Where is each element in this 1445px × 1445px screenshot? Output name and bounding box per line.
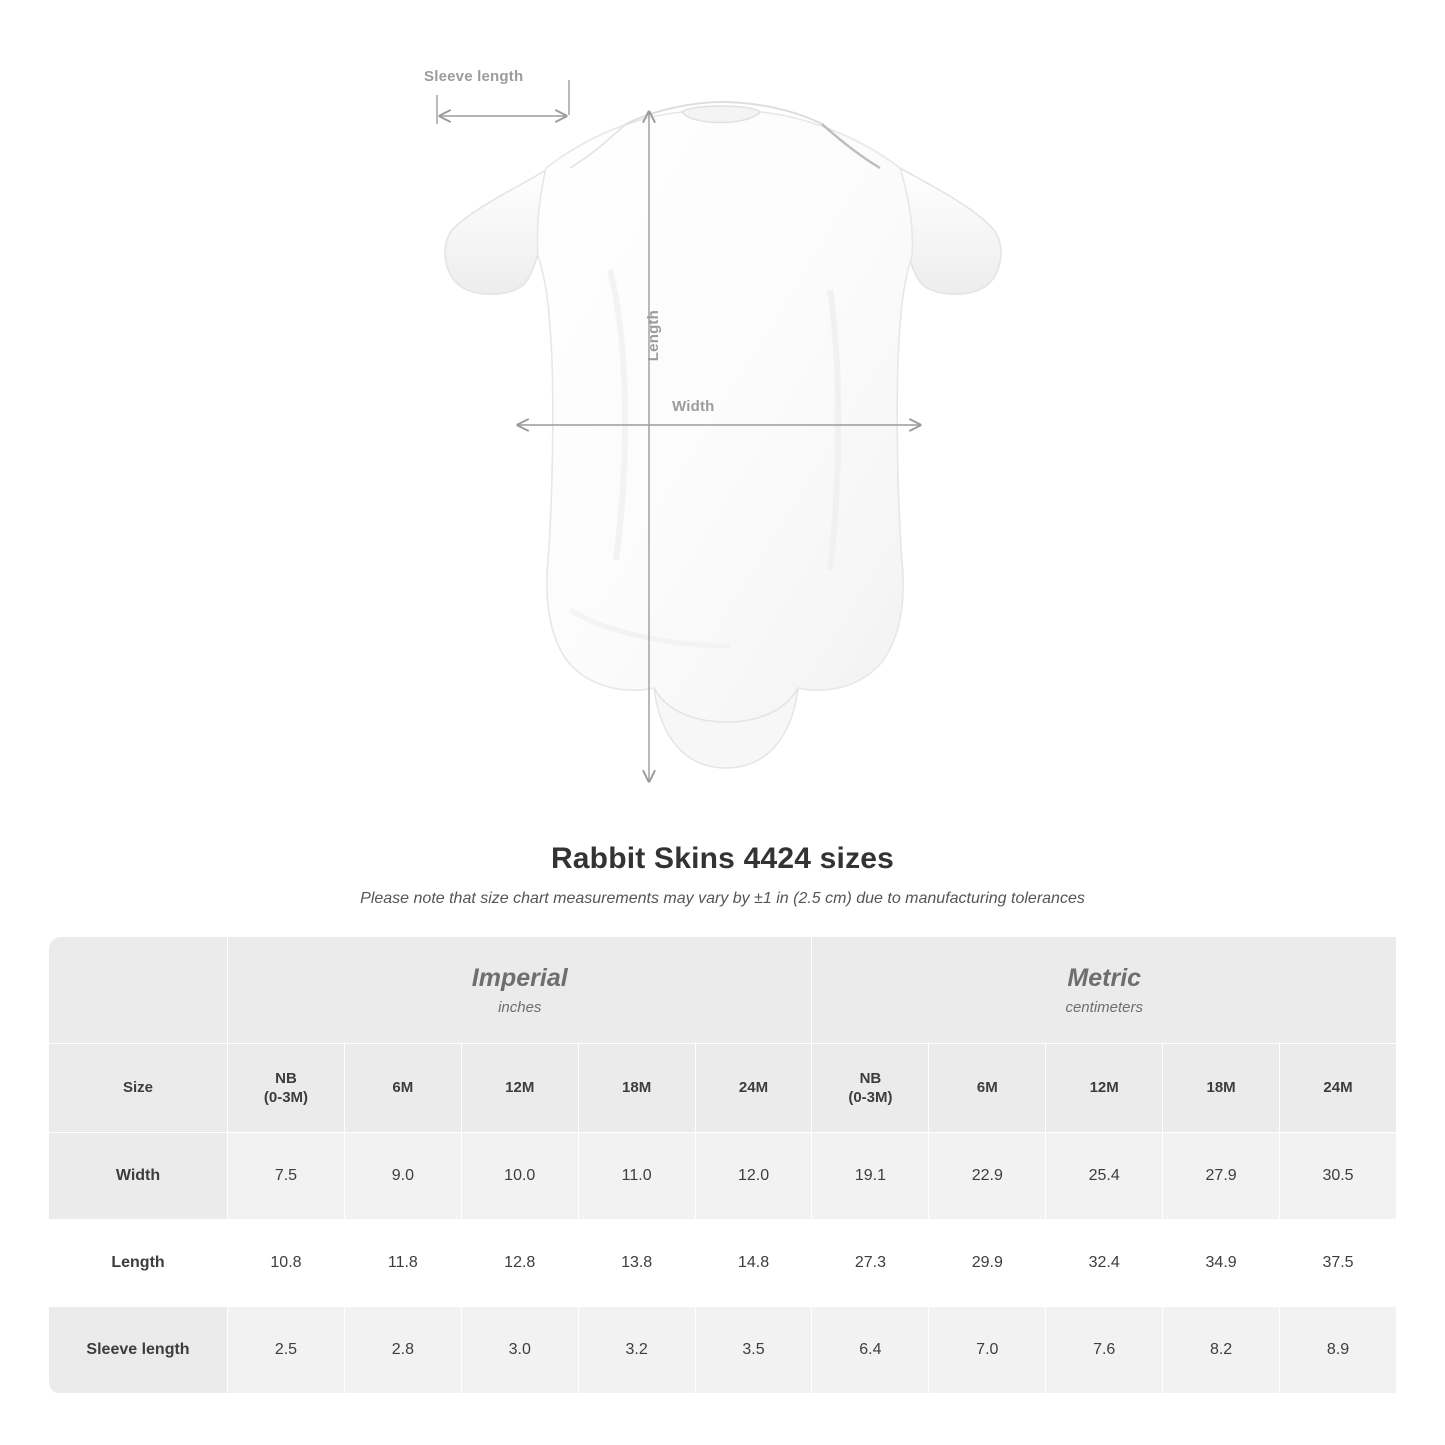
- unit-group-imperial-sub: inches: [498, 998, 542, 1016]
- header-col-0: [228, 1044, 345, 1133]
- row-label-sleeve-length: Sleeve length: [49, 1307, 228, 1394]
- unit-group-imperial: [228, 937, 812, 1044]
- cell-width-1: 9.0: [344, 1133, 461, 1220]
- header-col-5-line1: NB: [859, 1069, 882, 1087]
- tolerance-note: Please note that size chart measurements may vary by ±1 in (2.5 cm) due to manufacturing tolerances: [360, 890, 1085, 907]
- row-label-width: Width: [49, 1133, 228, 1220]
- unit-group-metric-name: Metric: [1067, 964, 1142, 993]
- header-col-8: 18M: [1163, 1044, 1280, 1133]
- size-table: [48, 936, 1397, 1394]
- header-col-2: 12M: [461, 1044, 578, 1133]
- unit-group-metric-sub: centimeters: [1065, 998, 1143, 1016]
- header-col-0-line1: NB: [275, 1069, 297, 1087]
- cell-length-8: 34.9: [1163, 1220, 1280, 1307]
- cell-length-7: 32.4: [1046, 1220, 1163, 1307]
- cell-width-7: 25.4: [1046, 1133, 1163, 1220]
- cell-sleeve-7: 7.6: [1046, 1307, 1163, 1394]
- row-label-length: Length: [49, 1220, 228, 1307]
- cell-sleeve-5: 6.4: [812, 1307, 929, 1394]
- header-col-3: 18M: [578, 1044, 695, 1133]
- header-col-5: [812, 1044, 929, 1133]
- column-header-row: [49, 1044, 1397, 1133]
- header-col-5-line2: (0-3M): [848, 1089, 893, 1106]
- header-size: Size: [49, 1044, 228, 1133]
- unit-group-metric: [812, 937, 1397, 1044]
- cell-sleeve-8: 8.2: [1163, 1307, 1280, 1394]
- length-label: Length: [645, 310, 662, 362]
- cell-sleeve-9: 8.9: [1280, 1307, 1397, 1394]
- title-block: [0, 842, 1445, 908]
- header-col-7: 12M: [1046, 1044, 1163, 1133]
- cell-width-2: 10.0: [461, 1133, 578, 1220]
- header-col-1: 6M: [344, 1044, 461, 1133]
- page-title: Rabbit Skins 4424 sizes: [550, 842, 895, 875]
- header-col-0-line2: (0-3M): [263, 1089, 309, 1106]
- cell-width-9: 30.5: [1280, 1133, 1397, 1220]
- table-row: [49, 1307, 1397, 1394]
- cell-length-3: 13.8: [578, 1220, 695, 1307]
- cell-sleeve-6: 7.0: [929, 1307, 1046, 1394]
- cell-width-3: 11.0: [578, 1133, 695, 1220]
- sleeve-length-label: Sleeve length: [424, 68, 524, 85]
- cell-length-2: 12.8: [461, 1220, 578, 1307]
- unit-group-row: [49, 937, 1397, 1044]
- width-label: Width: [672, 398, 715, 415]
- header-col-6: 6M: [929, 1044, 1046, 1133]
- cell-sleeve-1: 2.8: [344, 1307, 461, 1394]
- cell-width-6: 22.9: [929, 1133, 1046, 1220]
- cell-width-0: 7.5: [228, 1133, 345, 1220]
- table-row: [49, 1220, 1397, 1307]
- cell-length-0: 10.8: [228, 1220, 345, 1307]
- cell-width-5: 19.1: [812, 1133, 929, 1220]
- cell-sleeve-2: 3.0: [461, 1307, 578, 1394]
- cell-length-9: 37.5: [1280, 1220, 1397, 1307]
- cell-width-4: 12.0: [695, 1133, 812, 1220]
- cell-length-1: 11.8: [344, 1220, 461, 1307]
- unit-group-imperial-name: Imperial: [471, 964, 568, 993]
- cell-sleeve-4: 3.5: [695, 1307, 812, 1394]
- table-row: [49, 1133, 1397, 1220]
- cell-length-6: 29.9: [929, 1220, 1046, 1307]
- table-corner-blank: [49, 937, 228, 1044]
- header-col-9: 24M: [1280, 1044, 1397, 1133]
- cell-sleeve-0: 2.5: [228, 1307, 345, 1394]
- cell-length-4: 14.8: [695, 1220, 812, 1307]
- header-col-4: 24M: [695, 1044, 812, 1133]
- cell-length-5: 27.3: [812, 1220, 929, 1307]
- size-table-wrapper: [48, 936, 1397, 1394]
- cell-sleeve-3: 3.2: [578, 1307, 695, 1394]
- cell-width-8: 27.9: [1163, 1133, 1280, 1220]
